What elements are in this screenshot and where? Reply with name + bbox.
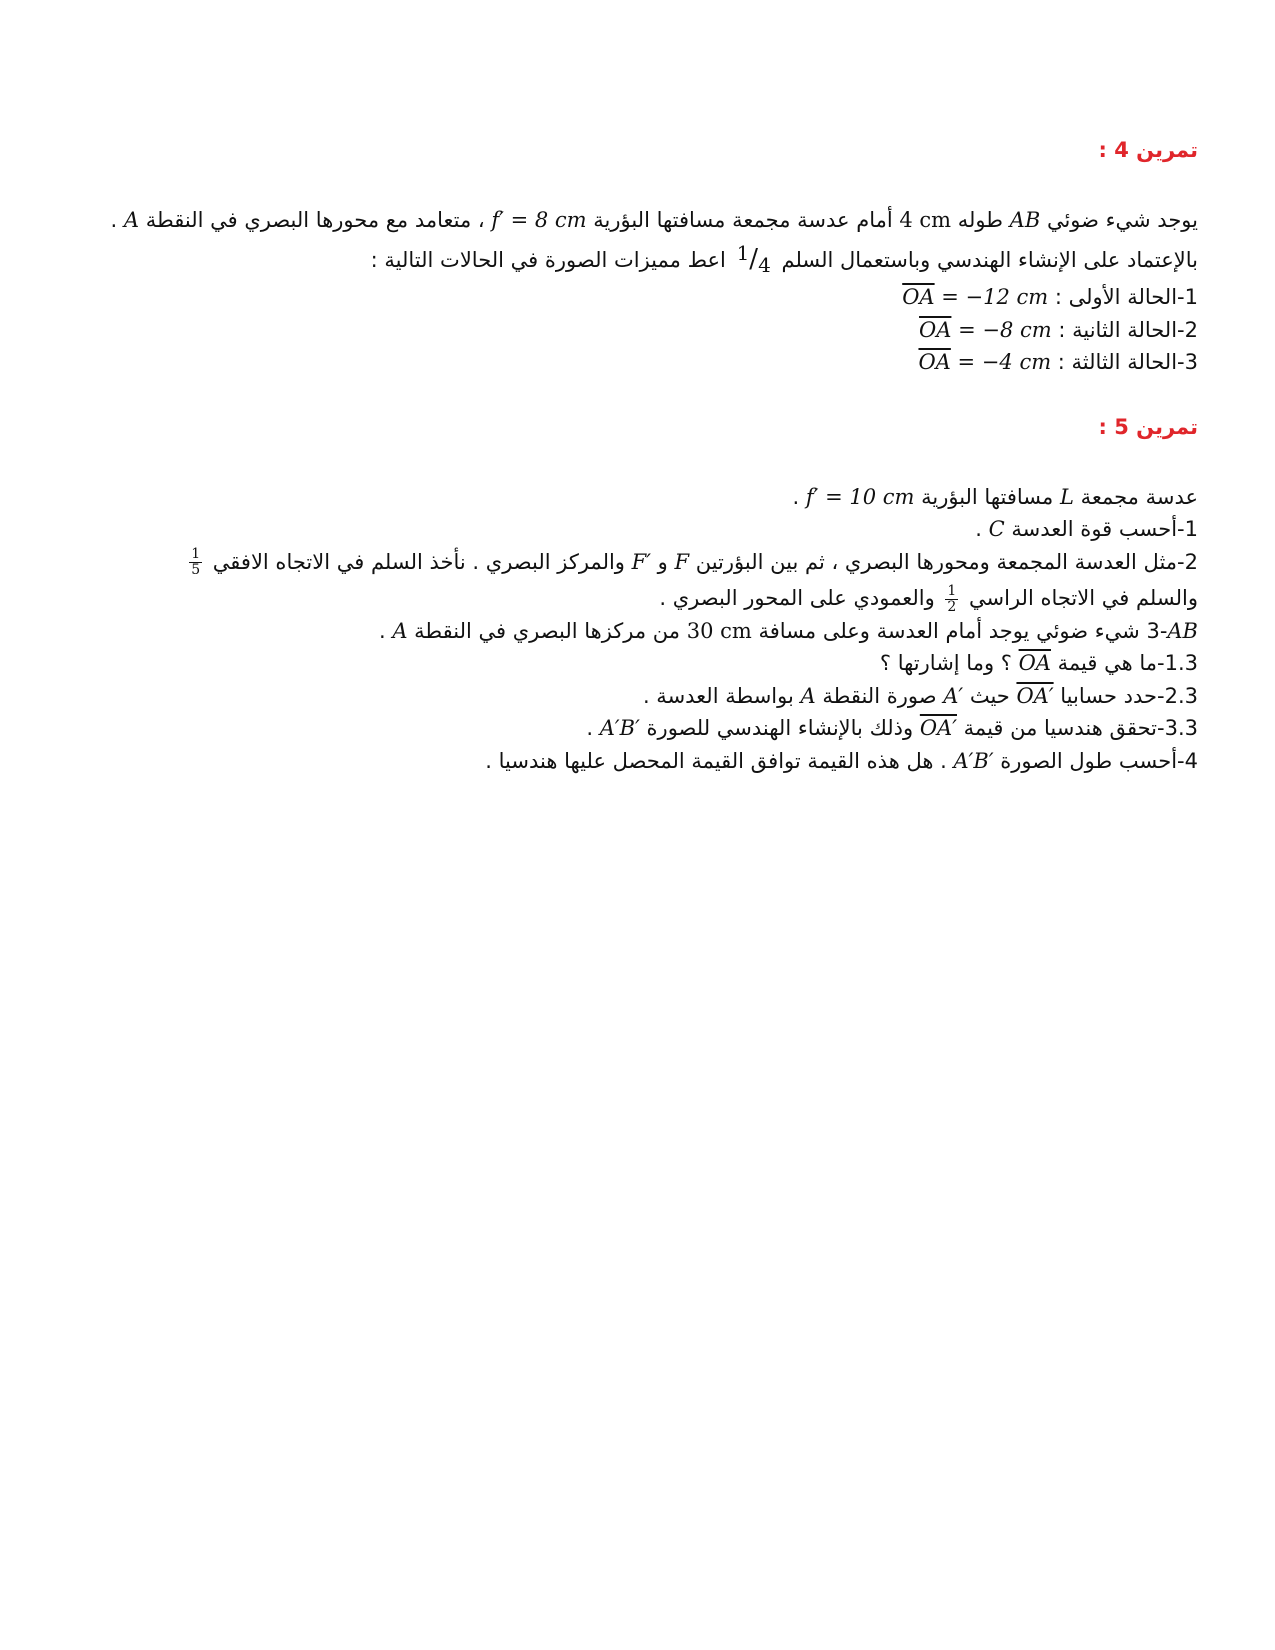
case-equation: = −4 cm [950,350,1052,374]
object-ab: AB [1167,618,1198,643]
line-text: . [378,618,393,643]
point-a: A [123,208,140,232]
oa-overline: $\overline{OA}$ [918,350,951,374]
line-text: 1-أحسب قوة العدسة [1004,517,1198,541]
exercise-5-line-3 [96,546,1198,579]
case-value [902,281,1048,314]
exercise-5-line-7 [96,680,1198,713]
exercise-4-title: تمرين 4 : [1098,138,1198,162]
case-3 [96,346,1198,379]
exercise-5-line-9 [96,745,1198,778]
exercise-column [96,134,1198,777]
image-point-a-prime: A′ [943,683,964,708]
scale-denominator: 4 [758,252,771,277]
point-a: A [392,618,408,643]
focus-f: F [674,549,690,574]
case-1 [96,281,1198,314]
oa-overline: $\overline{OA}$ [902,285,935,309]
statement-text: أمام عدسة مجمعة مسافتها البؤرية [586,208,900,232]
image-a-prime-b-prime: A′B′ [599,716,640,740]
line-text: وذلك بالإنشاء الهندسي للصورة [639,716,920,740]
case-equation: = −8 cm [951,317,1052,342]
exercise-5-line-4 [96,582,1198,615]
case-2 [96,314,1198,347]
exercise-4-instruction [96,237,1198,282]
fraction-denominator: 5 [191,562,201,578]
exercise-5-line-8 [96,712,1198,745]
statement-text: . [110,208,124,232]
line-text: مسافتها البؤرية [914,484,1060,509]
oa-prime-overline: OA′ [1016,683,1054,708]
scale-numerator: 1 [736,240,750,265]
exercise-5-title: تمرين 5 : [1098,414,1198,439]
fraction-numerator: 1 [947,582,957,599]
object-ab: AB [1009,208,1041,232]
instruction-text: اعط مميزات الصورة في الحالات التالية : [370,247,733,272]
oa-overline: $\overline{OA}$ [919,317,952,342]
lens-l: L [1059,484,1074,509]
line-text: عدسة مجمعة [1073,484,1198,509]
scale-fraction: 1/4 [736,240,771,277]
image-a-prime-b-prime: A′B′ [953,748,994,773]
line-text: 1.3-ما هي قيمة [1050,651,1198,675]
statement-text: طوله [951,208,1010,232]
line-text: 4-أحسب طول الصورة [993,748,1198,773]
case-label: 3-الحالة الثالثة : [1051,350,1198,374]
line-text: 3.3-تحقق هندسيا من قيمة [957,716,1198,740]
fraction-denominator: 2 [947,598,957,615]
line-text: صورة النقطة [815,683,944,708]
fraction-numerator: 1 [191,546,201,562]
statement-text: ، متعامد مع محورها البصري في النقطة [139,208,492,232]
line-text: حيث [963,683,1017,708]
line-text: 2-مثل العدسة المجمعة ومحورها البصري ، ثم بين البؤرتين [689,549,1198,574]
oa-overline: $\overline{OA}$ [1018,651,1051,675]
case-label: 1-الحالة الأولى : [1048,285,1198,309]
case-value [919,314,1052,347]
line-text: و [650,549,675,574]
power-c: C [988,517,1005,541]
line-text: والسلم في الاتجاه الراسي [962,586,1198,610]
exercise-5-line-6 [96,647,1198,680]
statement-text: يوجد شيء ضوئي [1040,208,1198,232]
vertical-scale-fraction [945,584,958,615]
line-text: والمركز البصري . نأخذ السلم في الاتجاه الافقي [206,549,632,574]
focal-length: f′ = 8 cm [491,208,587,232]
line-text: . هل هذه القيمة توافق القيمة المحصل عليها هندسيا . [485,748,954,773]
point-a: A [800,683,816,708]
case-equation: = −12 cm [934,285,1049,309]
line-text: 2.3-حدد حسابيا [1053,683,1198,708]
object-distance: 30 cm [686,618,752,643]
line-text: والعمودي على المحور البصري . [659,586,942,610]
focal-length: f′ = 10 cm [805,484,915,509]
line-text: ؟ وما إشارتها ؟ [879,651,1019,675]
line-text: -3 شيء ضوئي يوجد أمام العدسة وعلى مسافة [751,618,1168,643]
line-text: من مركزها البصري في النقطة [407,618,687,643]
horizontal-scale-fraction [189,547,202,578]
object-length: 4 cm [899,208,952,232]
line-text: بواسطة العدسة . [642,683,801,708]
exercise-5-line-2 [96,513,1198,546]
case-value [918,346,1051,379]
instruction-text: بالإعتماد على الإنشاء الهندسي وباستعمال السلم [774,247,1198,272]
line-text: . [586,716,600,740]
oa-prime-overline: OA′ [919,716,957,740]
case-label: 2-الحالة الثانية : [1051,317,1198,342]
line-text: . [975,517,989,541]
exercise-4-statement [96,204,1198,237]
exercise-5-line-1 [96,481,1198,514]
exercise-5-line-5 [96,615,1198,648]
focus-f-prime: F′ [631,549,651,574]
line-text: . [792,484,806,509]
